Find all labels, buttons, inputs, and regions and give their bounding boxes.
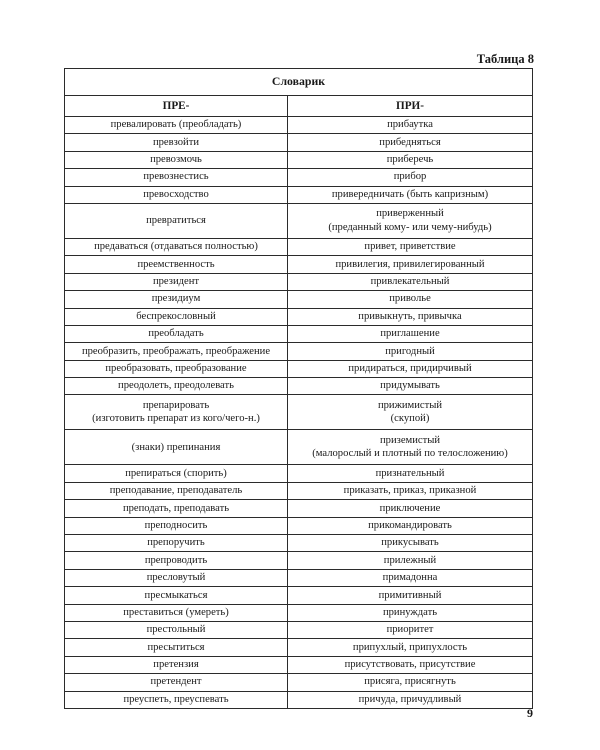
word-entry: (малорослый и плотный по телосложению) [312,448,508,460]
pre-word-cell [65,674,288,691]
word-entry: преемственность [137,258,215,270]
word-entry: преподать, преподавать [122,502,230,514]
word-entry: препираться (спорить) [125,467,227,479]
word-entry: прилежный [383,554,437,566]
word-entry: преобразить, преображать, преображение [81,345,271,357]
pri-word-cell [288,169,533,186]
pri-word-cell [288,117,533,134]
table-row [65,360,533,377]
pri-word-cell [288,639,533,656]
pre-word-cell [65,569,288,586]
pri-word-cell [288,186,533,203]
word-entry: присяга, присягнуть [364,676,456,688]
word-entry: приказать, приказ, приказной [343,485,477,497]
word-entry: причуда, причудливый [358,693,462,705]
word-entry: претензия [153,659,199,671]
pre-word-cell [65,465,288,482]
pre-word-cell [65,621,288,638]
table-row [65,552,533,569]
word-entry: пресмыкаться [144,589,208,601]
table-row [65,535,533,552]
column-header-pre: ПРЕ- [65,96,288,117]
pri-word-cell [288,500,533,517]
pri-word-cell [288,587,533,604]
table-row [65,203,533,238]
dictionary-table [64,68,533,709]
word-entry: приключение [379,502,441,514]
pre-word-cell [65,500,288,517]
pre-word-cell [65,238,288,255]
word-entry: превозмочь [150,154,202,166]
pri-word-cell [288,535,533,552]
pre-word-cell [65,186,288,203]
pri-word-cell [288,691,533,708]
pri-word-cell [288,343,533,360]
word-entry: препроводить [144,554,208,566]
word-entry: привлекательный [370,276,450,288]
word-entry: приберечь [386,154,434,166]
table-row [65,691,533,708]
word-entry: пригодный [385,345,435,357]
table-row [65,465,533,482]
pri-word-cell [288,604,533,621]
word-entry: превалировать (преобладать) [110,119,242,131]
pri-word-cell [288,482,533,499]
table-title: Словарик [65,69,533,96]
pre-word-cell [65,151,288,168]
table-row [65,430,533,465]
table-row [65,169,533,186]
table-row [65,500,533,517]
word-entry: прибаутка [387,119,433,131]
word-entry: придираться, придирчивый [348,363,472,374]
word-entry: прибедняться [379,136,441,148]
word-entry: примадонна [382,572,438,584]
table-body [65,117,533,709]
table-row [65,273,533,290]
pri-word-cell [288,291,533,308]
word-entry: претендент [150,676,202,688]
word-entry: беспрекословный [136,310,216,322]
table-row [65,395,533,430]
pri-word-cell [288,430,533,465]
word-entry: преобладать [148,328,204,340]
word-entry: приволье [389,293,431,305]
pre-word-cell [65,639,288,656]
pri-word-cell [288,552,533,569]
pri-word-cell [288,308,533,325]
pre-word-cell [65,308,288,325]
word-entry: преуспеть, преуспевать [123,693,229,705]
table-row [65,151,533,168]
table-row [65,639,533,656]
pre-word-cell [65,325,288,342]
pri-word-cell [288,378,533,395]
pre-word-cell [65,535,288,552]
word-entry: пресловутый [146,572,206,584]
word-entry: преподносить [144,519,208,531]
pri-word-cell [288,151,533,168]
pri-word-cell [288,674,533,691]
word-entry: припухлый, припухлость [352,641,468,653]
pri-word-cell [288,360,533,377]
word-entry: препарировать [142,399,210,411]
word-entry: прикомандировать [368,519,452,531]
word-entry: прибор [393,171,427,183]
table-row [65,117,533,134]
pri-word-cell [288,465,533,482]
word-entry: президент [152,276,200,288]
table-row [65,656,533,673]
pre-word-cell [65,134,288,151]
table-row [65,378,533,395]
word-entry: примитивный [378,589,442,601]
word-entry: признательный [375,467,445,479]
pre-word-cell [65,395,288,430]
word-entry: превратиться [146,215,206,227]
pre-word-cell [65,203,288,238]
pri-word-cell [288,569,533,586]
word-entry: привилегия, привилегированный [335,258,485,270]
word-entry: превознестись [143,171,209,183]
table-row [65,291,533,308]
pre-word-cell [65,552,288,569]
pre-word-cell [65,482,288,499]
pri-word-cell [288,256,533,273]
page-number: 9 [527,706,533,720]
word-entry: приверженный [376,208,444,220]
word-entry: привередничать (быть капризным) [331,188,489,200]
pre-word-cell [65,587,288,604]
word-entry: привыкнуть, привычка [358,310,462,322]
word-entry: превзойти [152,136,200,148]
word-entry: пресытиться [147,641,205,653]
table-row [65,308,533,325]
word-entry: приземистый [380,434,441,446]
pre-word-cell [65,360,288,377]
pri-word-cell [288,325,533,342]
word-entry: преподавание, преподаватель [109,485,243,497]
table-row [65,256,533,273]
table-row [65,186,533,203]
pre-word-cell [65,291,288,308]
table-row [65,325,533,342]
word-entry: препоручить [147,537,205,549]
word-entry: прикусывать [381,537,439,549]
word-entry: принуждать [382,606,438,618]
pri-word-cell [288,395,533,430]
table-caption: Таблица 8 [476,52,534,66]
pre-word-cell [65,656,288,673]
table-row [65,343,533,360]
pre-word-cell [65,378,288,395]
pri-word-cell [288,134,533,151]
pre-word-cell [65,604,288,621]
word-entry: придумывать [380,380,440,392]
table-row [65,621,533,638]
pri-word-cell [288,656,533,673]
word-entry: прижимистый [377,399,443,411]
word-entry: президиум [151,293,201,305]
word-entry: превосходство [143,188,209,200]
word-entry: присутствовать, присутствие [344,659,476,671]
pre-word-cell [65,691,288,708]
pre-word-cell [65,430,288,465]
word-entry: престольный [146,624,206,636]
table-row [65,517,533,534]
word-entry: (скупой) [390,413,430,425]
pre-word-cell [65,256,288,273]
pre-word-cell [65,117,288,134]
word-entry: привет, приветствие [364,241,456,253]
pri-word-cell [288,517,533,534]
table-row [65,604,533,621]
pri-word-cell [288,621,533,638]
pre-word-cell [65,517,288,534]
word-entry: преставиться (умереть) [123,606,229,618]
pri-word-cell [288,273,533,290]
pre-word-cell [65,169,288,186]
table-row [65,482,533,499]
table-row [65,238,533,255]
word-entry: приоритет [386,624,434,636]
word-entry: приглашение [380,328,440,340]
word-entry: преобразовать, преобразование [105,363,247,374]
word-entry: преодолеть, преодолевать [118,380,234,392]
word-entry: (знаки) препинания [131,441,221,453]
pri-word-cell [288,238,533,255]
table-row [65,569,533,586]
table-row [65,587,533,604]
word-entry: (преданный кому- или чему-нибудь) [328,221,492,233]
column-header-pri: ПРИ- [288,96,533,117]
pre-word-cell [65,273,288,290]
word-entry: предаваться (отдаваться полностью) [94,241,258,253]
pri-word-cell [288,203,533,238]
pre-word-cell [65,343,288,360]
table-row [65,134,533,151]
word-entry: (изготовить препарат из кого/чего-н.) [92,413,260,425]
table-row [65,674,533,691]
